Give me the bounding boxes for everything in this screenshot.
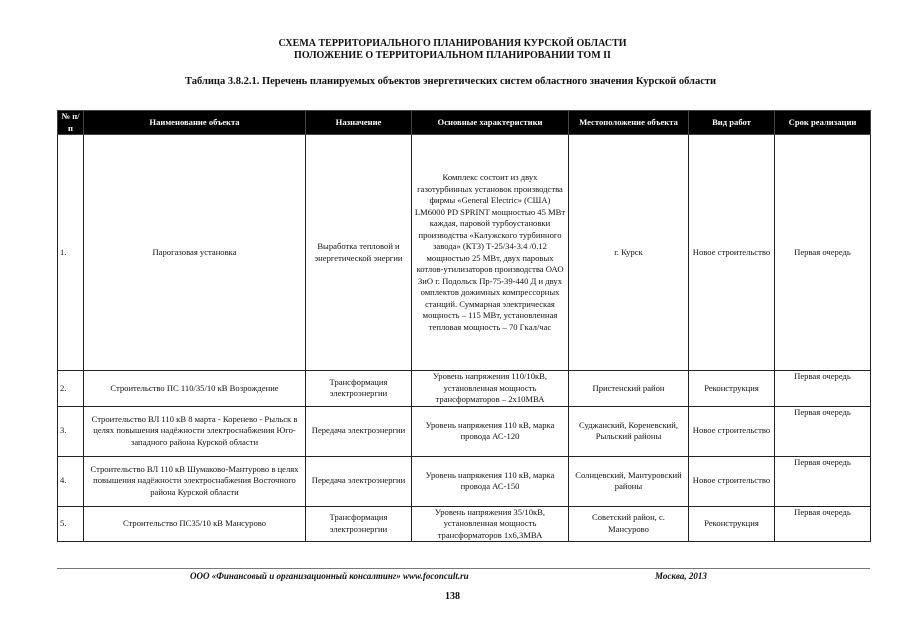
table-row <box>58 371 871 407</box>
row-purpose: Передача электроэнергии <box>306 406 412 456</box>
row-work: Новое строительство <box>689 406 775 456</box>
row-purpose: Трансформация электроэнергии <box>306 506 412 542</box>
row-location: Суджанский, Кореневский, Рыльский районы <box>569 406 689 456</box>
row-num: 4. <box>58 456 84 506</box>
row-name: Строительство ПС35/10 кВ Мансурово <box>84 506 306 542</box>
footer-divider <box>57 568 870 569</box>
table-row <box>58 135 871 371</box>
row-location: Солнцевский, Мантуровский районы <box>569 456 689 506</box>
row-location: г. Курск <box>569 135 689 371</box>
document-header-subtitle: ПОЛОЖЕНИЕ О ТЕРРИТОРИАЛЬНОМ ПЛАНИРОВАНИИ ТОМ II <box>294 50 611 61</box>
row-name: Строительство ПС 110/35/10 кВ Возрождение <box>84 371 306 407</box>
row-term: Первая очередь <box>775 456 871 506</box>
table-row <box>58 456 871 506</box>
row-purpose: Выработка тепловой и энергетической энергии <box>306 135 412 371</box>
footer-city-year: Москва, 2013 <box>655 571 707 581</box>
row-work: Реконструкция <box>689 371 775 407</box>
col-header-name: Наименование объекта <box>84 111 306 135</box>
row-term: Первая очередь <box>775 406 871 456</box>
row-specs: Уровень напряжения 110/10кВ, установленная мощность трансформаторов – 2х10МВА <box>412 371 569 407</box>
row-term: Первая очередь <box>775 506 871 542</box>
table-header-row <box>58 111 871 135</box>
row-name: Строительство ВЛ 110 кВ Шумаково-Мантурово в целях повышения надёжности электроснабжения Восточного района Курской области <box>84 456 306 506</box>
col-header-specs: Основные характеристики <box>412 111 569 135</box>
row-location: Советский район, с. Мансурово <box>569 506 689 542</box>
row-num: 3. <box>58 406 84 456</box>
row-term: Первая очередь <box>775 371 871 407</box>
col-header-location: Местоположение объекта <box>569 111 689 135</box>
row-specs: Уровень напряжения 110 кВ, марка провода АС-150 <box>412 456 569 506</box>
col-header-purpose: Назначение <box>306 111 412 135</box>
row-specs: Комплекс состоит из двух газотурбинных установок производства фирмы «General Electric» (США) LM6000 PD SPRINT мощностью 45 МВт каждая, паровой турбоустановки производства «Калужского турбинного завода» (КТЗ) Т-25/34-3.4 /0.12 мощностью 25 МВт, двух паровых котлов-утилизаторов производства ОАО ЗиО г. Подольск Пр-75-39-440 Д и двух омплектов дожимных компрессорных станций. Суммарная электрическая мощность – 115 МВт, установленная тепловая мощность – 70 Гкал/час <box>412 135 569 371</box>
row-work: Новое строительство <box>689 456 775 506</box>
footer-company: ООО «Финансовый и организационный консалтинг» www.foconcult.ru <box>190 571 469 581</box>
document-header-title: СХЕМА ТЕРРИТОРИАЛЬНОГО ПЛАНИРОВАНИЯ КУРСКОЙ ОБЛАСТИ <box>278 38 627 49</box>
row-num: 5. <box>58 506 84 542</box>
row-name: Строительство ВЛ 110 кВ 8 марта - Коренево - Рыльск в целях повышения надёжности электроснабжения Юго-западного района Курской области <box>84 406 306 456</box>
row-work: Новое строительство <box>689 135 775 371</box>
page-number: 138 <box>445 591 460 602</box>
row-work: Реконструкция <box>689 506 775 542</box>
col-header-num: № п/п <box>58 111 84 135</box>
energy-objects-table <box>57 110 871 542</box>
row-specs: Уровень напряжения 35/10кВ, установленная мощность трансформаторов 1х6,3МВА <box>412 506 569 542</box>
row-num: 1. <box>58 135 84 371</box>
row-purpose: Передача электроэнергии <box>306 456 412 506</box>
table-title: Таблица 3.8.2.1. Перечень планируемых объектов энергетических систем областного значения Курской области <box>185 76 717 87</box>
table-row <box>58 406 871 456</box>
row-term: Первая очередь <box>775 135 871 371</box>
row-location: Пристенский район <box>569 371 689 407</box>
col-header-work: Вид работ <box>689 111 775 135</box>
row-purpose: Трансформация электроэнергии <box>306 371 412 407</box>
row-num: 2. <box>58 371 84 407</box>
row-specs: Уровень напряжения 110 кВ, марка провода АС-120 <box>412 406 569 456</box>
table-row <box>58 506 871 542</box>
col-header-term: Срок реализации <box>775 111 871 135</box>
row-name: Парогазовая установка <box>84 135 306 371</box>
